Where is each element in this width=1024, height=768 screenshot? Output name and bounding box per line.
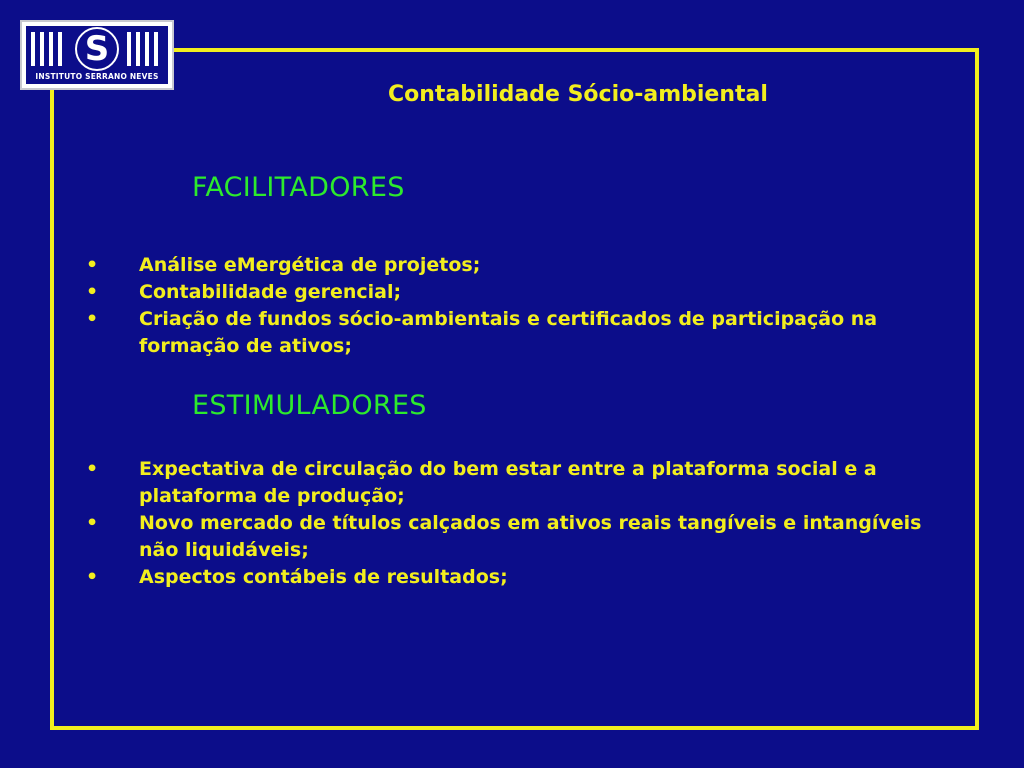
logo-name: INSTITUTO SERRANO NEVES xyxy=(35,72,159,81)
bullet-icon: • xyxy=(86,566,99,588)
list-item xyxy=(86,252,946,279)
list-item xyxy=(86,279,946,306)
list-item-text: Novo mercado de títulos calçados em ativos reais tangíveis e intangíveis não liquidáveis; xyxy=(139,512,922,561)
bullet-icon: • xyxy=(86,512,99,534)
logo-letter: S xyxy=(75,27,119,71)
heading-estimuladores: ESTIMULADORES xyxy=(192,390,427,421)
facilitadores-list xyxy=(86,252,946,360)
slide-frame xyxy=(50,48,979,730)
list-item-text: Criação de fundos sócio-ambientais e certificados de participação na formação de ativos; xyxy=(139,308,878,357)
list-item xyxy=(86,306,946,360)
institute-logo xyxy=(20,20,174,90)
list-item xyxy=(86,510,946,564)
list-item-text: Aspectos contábeis de resultados; xyxy=(139,566,508,588)
list-item-text: Expectativa de circulação do bem estar entre a plataforma social e a plataforma de produção; xyxy=(139,458,877,507)
slide-title: Contabilidade Sócio-ambiental xyxy=(388,82,768,107)
logo-background xyxy=(26,26,168,84)
bullet-icon: • xyxy=(86,308,99,330)
list-item-text: Contabilidade gerencial; xyxy=(139,281,402,303)
bullet-icon: • xyxy=(86,458,99,480)
bullet-icon: • xyxy=(86,281,99,303)
heading-facilitadores: FACILITADORES xyxy=(192,172,405,203)
bullet-icon: • xyxy=(86,254,99,276)
list-item xyxy=(86,564,946,591)
estimuladores-list xyxy=(86,456,946,591)
list-item xyxy=(86,456,946,510)
list-item-text: Análise eMergética de projetos; xyxy=(139,254,481,276)
